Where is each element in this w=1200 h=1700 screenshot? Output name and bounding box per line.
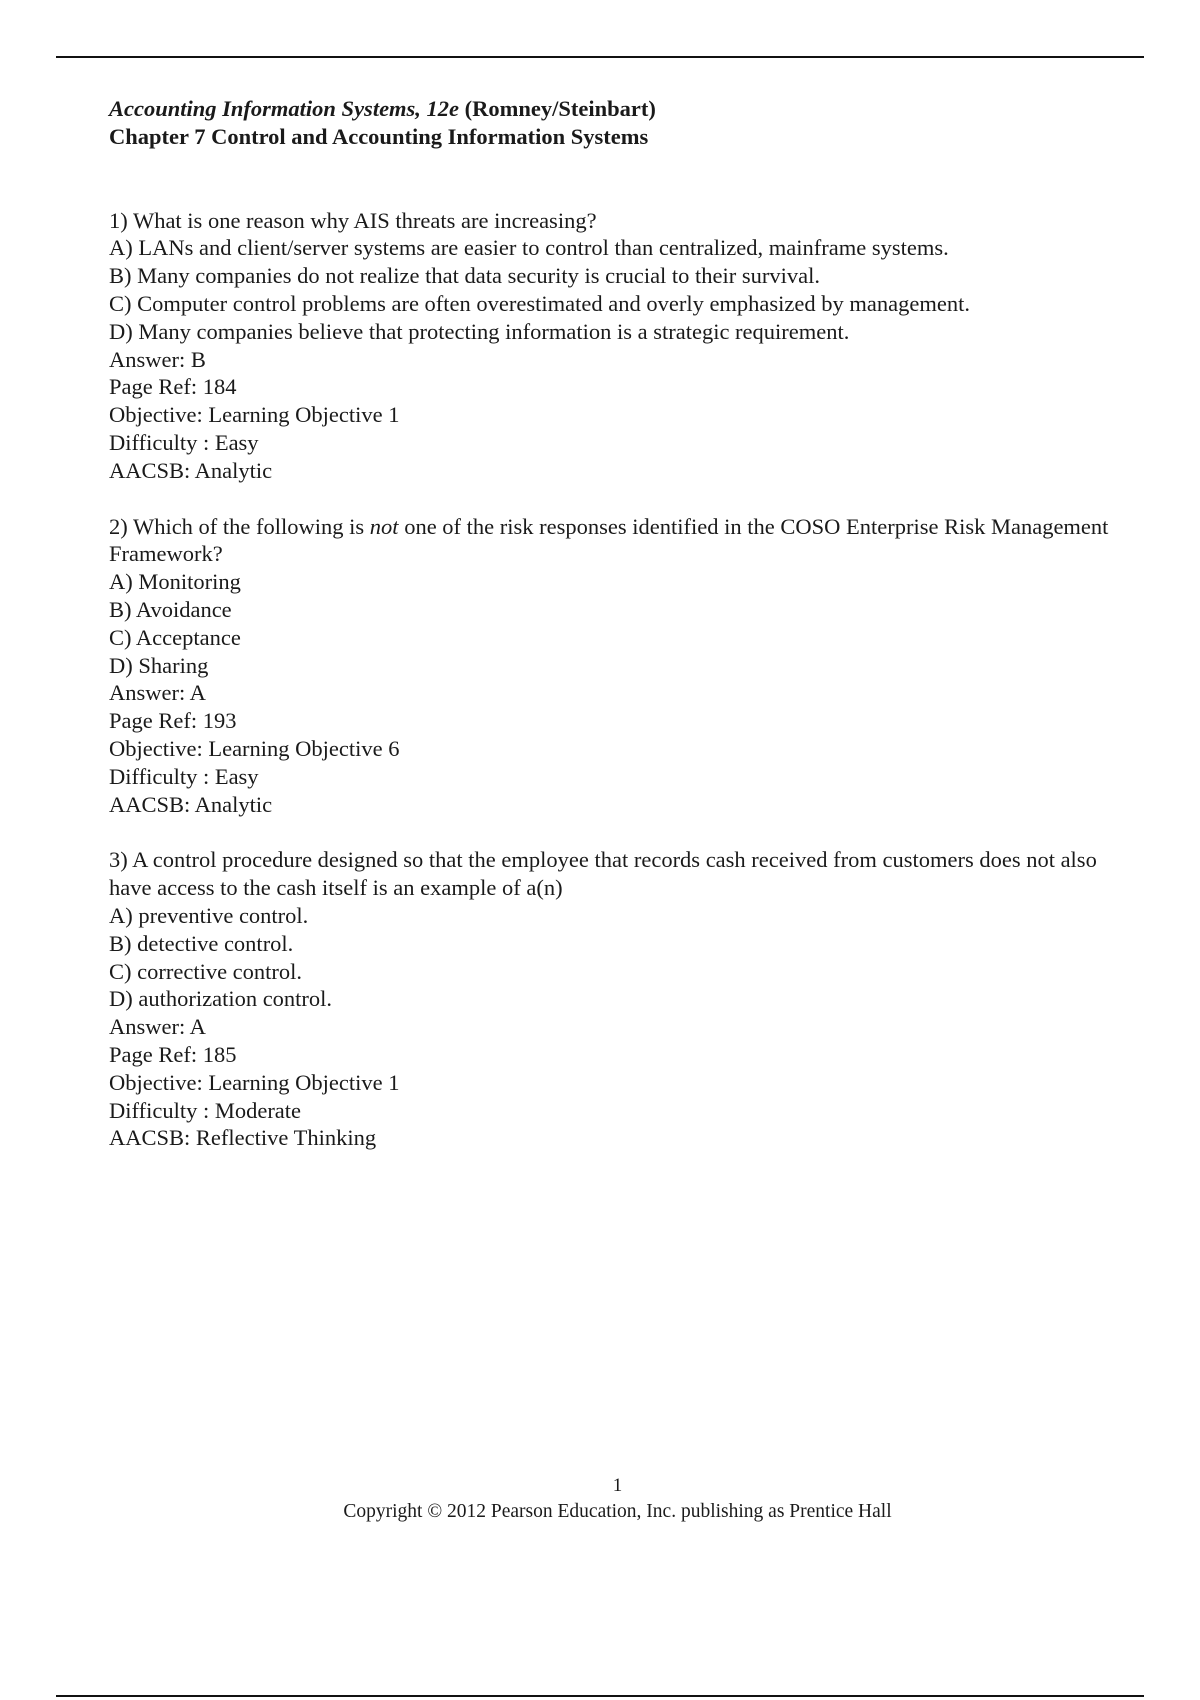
question-2 bbox=[109, 513, 1119, 819]
difficulty: Difficulty : Easy bbox=[109, 429, 259, 455]
answer: Answer: A bbox=[109, 680, 206, 706]
option-d: D) authorization control. bbox=[109, 986, 333, 1012]
option-a: A) preventive control. bbox=[109, 902, 309, 928]
option-b: B) detective control. bbox=[109, 930, 294, 956]
question-1 bbox=[109, 207, 1119, 485]
question-stem: 1) What is one reason why AIS threats are increasing? bbox=[109, 207, 597, 233]
answer: Answer: A bbox=[109, 1014, 206, 1040]
option-b: B) Avoidance bbox=[109, 596, 232, 622]
book-authors: (Romney/Steinbart) bbox=[459, 96, 656, 121]
aacsb: AACSB: Analytic bbox=[109, 791, 273, 817]
page-number: 1 bbox=[612, 1475, 623, 1496]
page-ref: Page Ref: 185 bbox=[109, 1041, 237, 1067]
page-ref: Page Ref: 193 bbox=[109, 708, 237, 734]
option-b: B) Many companies do not realize that data security is crucial to their survival. bbox=[109, 263, 821, 289]
aacsb: AACSB: Reflective Thinking bbox=[109, 1125, 377, 1151]
question-stem: 3) A control procedure designed so that the employee that records cash received from customers does not also have access to the cash itself is an example of a(n) bbox=[109, 847, 1097, 901]
copyright-notice: Copyright © 2012 Pearson Education, Inc. publishing as Prentice Hall bbox=[343, 1501, 892, 1522]
aacsb: AACSB: Analytic bbox=[109, 457, 273, 483]
document-body bbox=[109, 95, 1119, 1152]
bottom-rule bbox=[56, 1695, 1144, 1697]
book-title-line bbox=[109, 95, 1119, 123]
objective: Objective: Learning Objective 1 bbox=[109, 1069, 400, 1095]
option-c: C) corrective control. bbox=[109, 958, 303, 984]
option-a: A) Monitoring bbox=[109, 569, 241, 595]
page-ref: Page Ref: 184 bbox=[109, 374, 237, 400]
top-rule bbox=[56, 56, 1144, 58]
option-d: D) Many companies believe that protecting information is a strategic requirement. bbox=[109, 318, 850, 344]
question-3 bbox=[109, 846, 1119, 1152]
document-header bbox=[109, 95, 1119, 151]
question-stem: 2) Which of the following is not one of the risk responses identified in the COSO Enterprise Risk Management Framework? bbox=[109, 513, 1109, 567]
objective: Objective: Learning Objective 1 bbox=[109, 402, 400, 428]
option-c: C) Acceptance bbox=[109, 624, 241, 650]
option-c: C) Computer control problems are often overestimated and overly emphasized by management. bbox=[109, 290, 970, 316]
difficulty: Difficulty : Moderate bbox=[109, 1097, 302, 1123]
option-d: D) Sharing bbox=[109, 652, 209, 678]
answer: Answer: B bbox=[109, 346, 206, 372]
chapter-title: Chapter 7 Control and Accounting Information Systems bbox=[109, 123, 649, 149]
emphasis-not: not bbox=[369, 513, 399, 539]
objective: Objective: Learning Objective 6 bbox=[109, 735, 400, 761]
difficulty: Difficulty : Easy bbox=[109, 763, 259, 789]
book-title: Accounting Information Systems, 12e bbox=[109, 96, 460, 121]
option-a: A) LANs and client/server systems are easier to control than centralized, mainframe systems. bbox=[109, 235, 949, 261]
